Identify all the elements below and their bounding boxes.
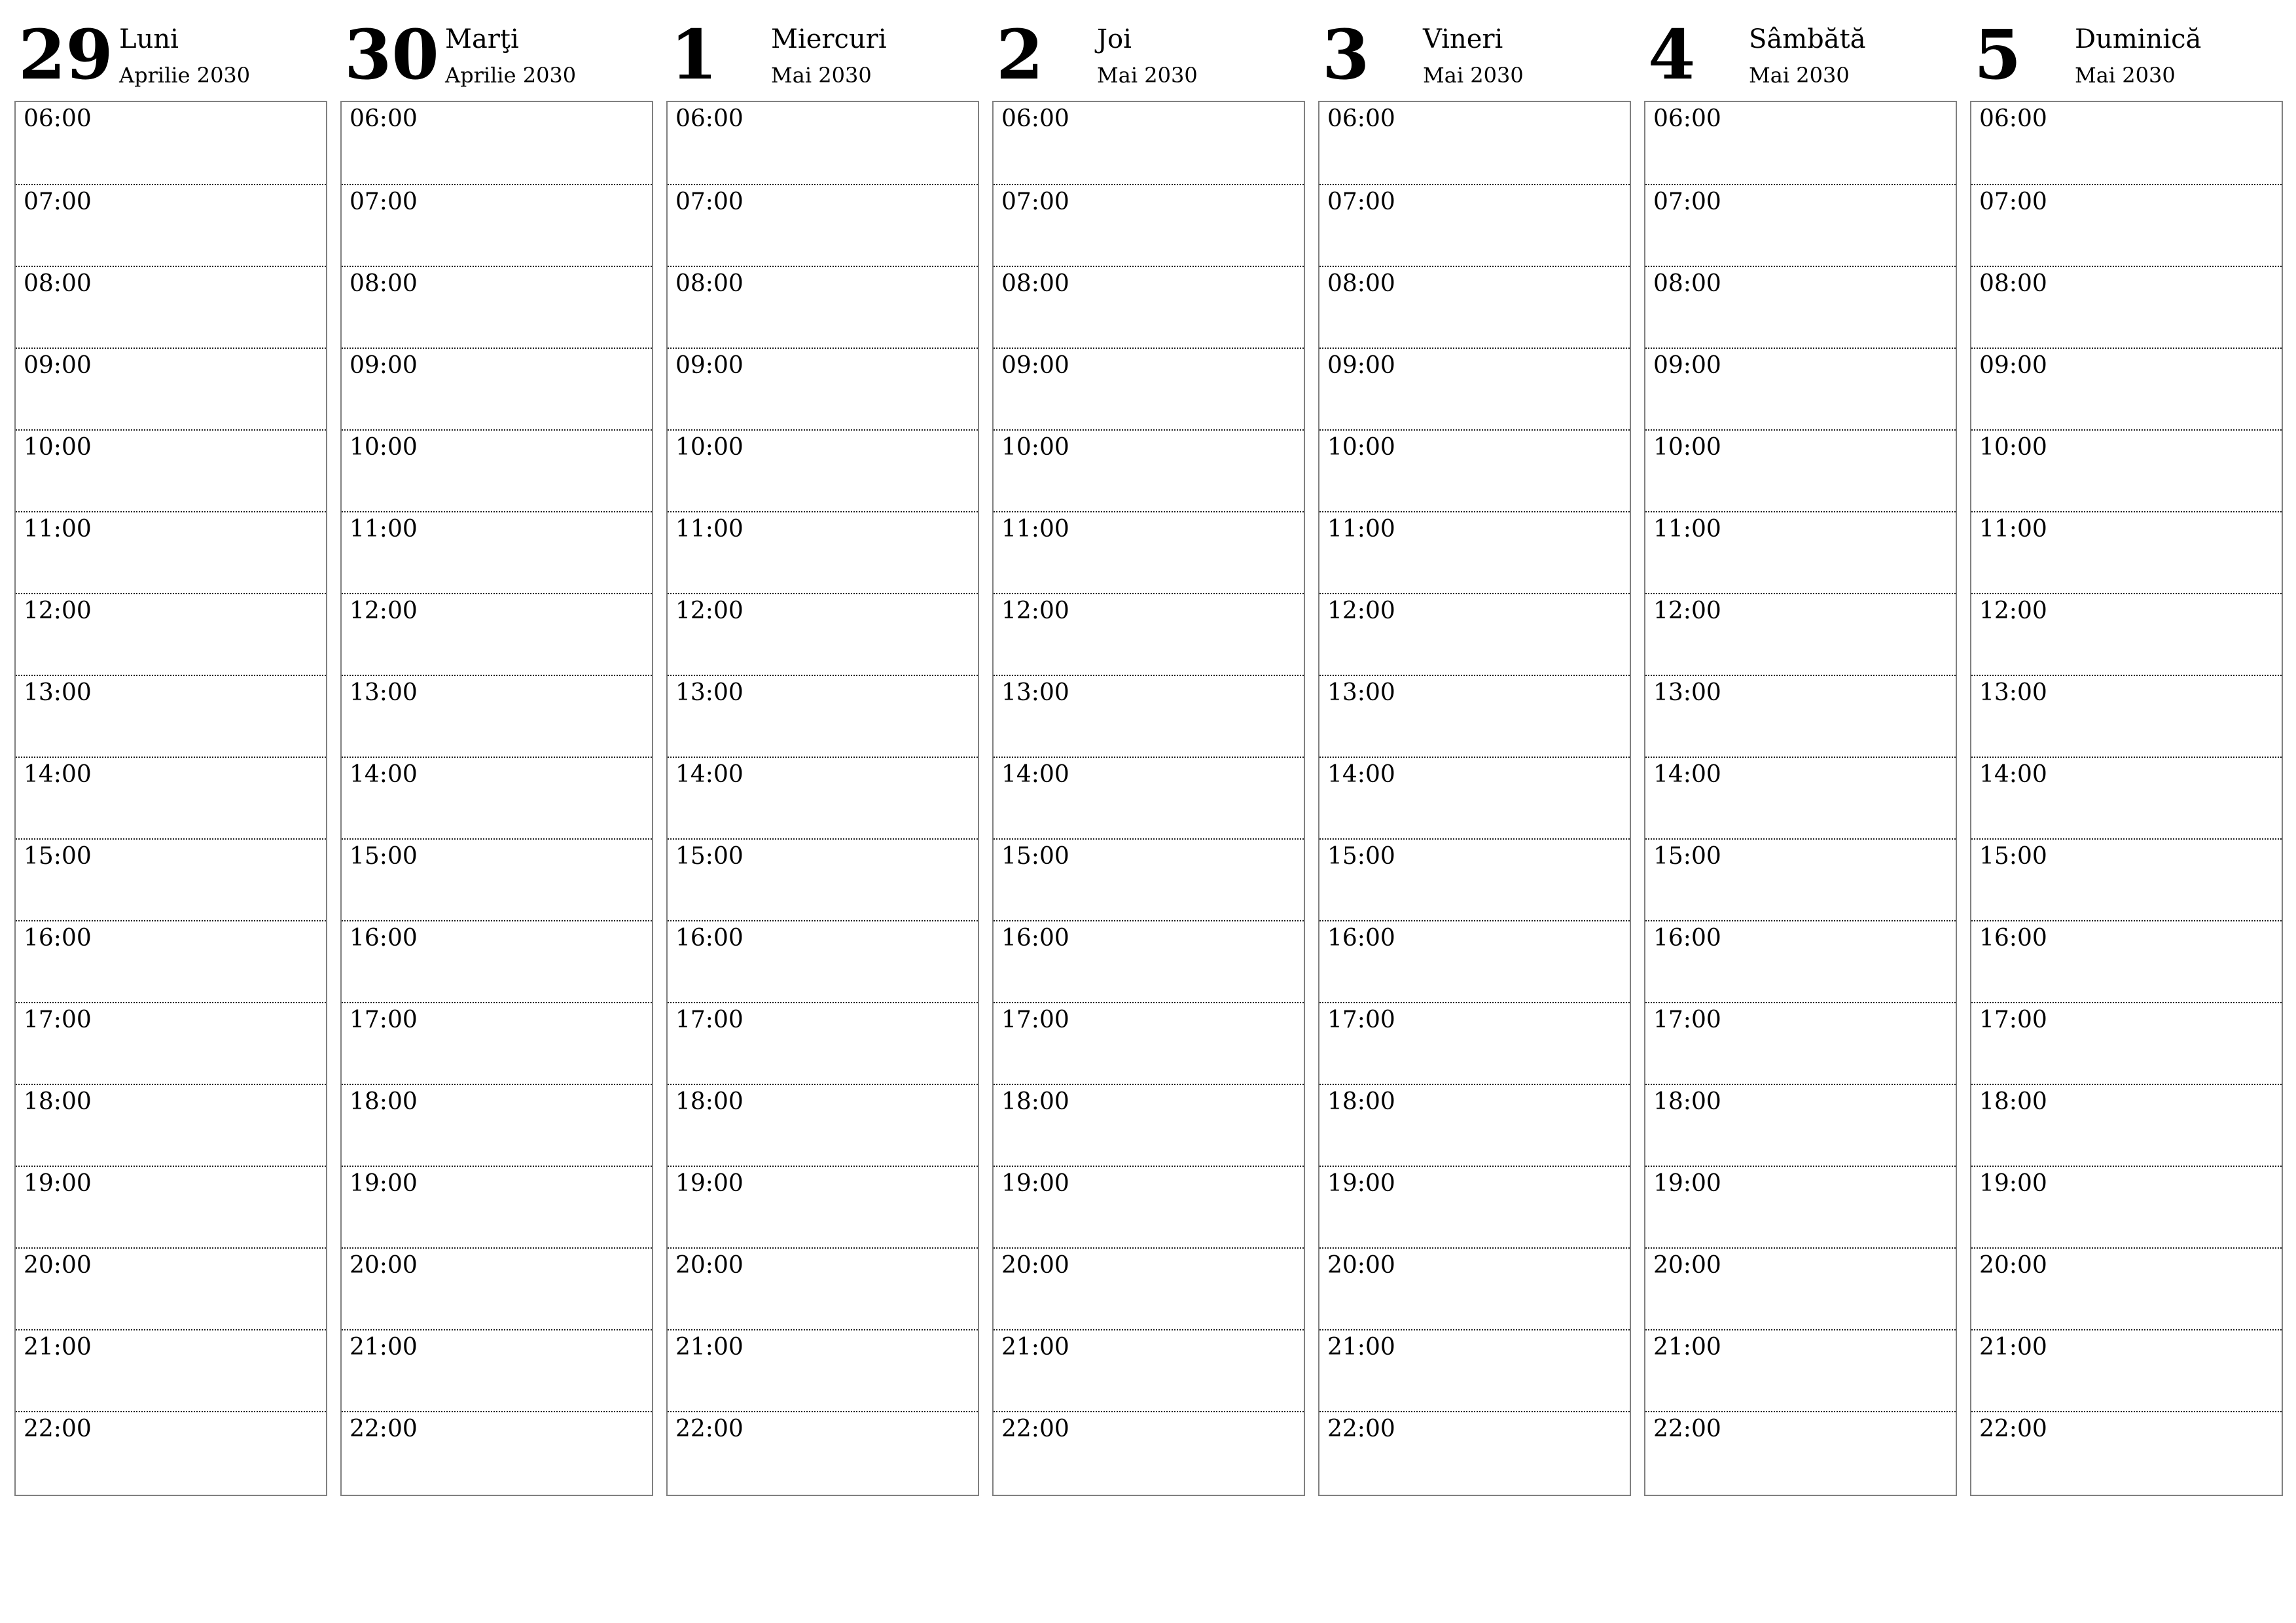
hour-label: 15:00 [1327,843,1395,870]
hour-slot[interactable] [994,1084,1304,1167]
day-month-year: Aprilie 2030 [119,63,251,88]
hour-label: 14:00 [1979,761,2047,788]
day-month-year: Mai 2030 [1423,63,1524,88]
hour-slot[interactable] [1319,1084,1630,1167]
hour-slot[interactable] [16,1084,326,1167]
hour-slot[interactable] [1971,838,2282,921]
hour-slot[interactable] [994,1002,1304,1085]
hour-slot[interactable] [668,1411,978,1494]
hour-slot[interactable] [1971,1084,2282,1167]
hour-label: 10:00 [350,434,418,461]
hour-label: 12:00 [1001,597,1069,624]
hour-slot[interactable] [668,757,978,840]
hour-label: 06:00 [24,105,92,132]
hour-label: 13:00 [1327,679,1395,706]
hour-slot[interactable] [1319,266,1630,349]
day-number: 4 [1648,14,1696,95]
hour-label: 13:00 [350,679,418,706]
hour-slot[interactable] [994,675,1304,758]
hour-slot[interactable] [668,1329,978,1412]
hour-label: 20:00 [1327,1252,1395,1279]
hour-label: 18:00 [1653,1088,1721,1115]
hour-label: 13:00 [1979,679,2047,706]
hour-label: 11:00 [350,516,418,543]
hour-label: 08:00 [675,270,744,297]
hour-slot[interactable] [994,920,1304,1003]
hour-label: 16:00 [350,925,418,952]
hour-slot[interactable] [668,266,978,349]
hour-label: 08:00 [1001,270,1069,297]
hour-slot[interactable] [668,429,978,512]
hour-slot[interactable] [994,1411,1304,1494]
hour-label: 14:00 [675,761,744,788]
hour-slot[interactable] [1645,838,1956,921]
hour-slot[interactable] [994,1329,1304,1412]
hour-label: 10:00 [1979,434,2047,461]
hour-label: 07:00 [350,188,418,215]
hour-label: 11:00 [1327,516,1395,543]
hour-slot[interactable] [1971,184,2282,267]
day-schedule-box [340,101,653,1496]
hour-label: 11:00 [1001,516,1069,543]
hour-label: 20:00 [1001,1252,1069,1279]
hour-label: 16:00 [1327,925,1395,952]
hour-label: 22:00 [675,1416,744,1442]
hour-label: 14:00 [1001,761,1069,788]
hour-label: 17:00 [675,1007,744,1033]
hour-slot[interactable] [16,1329,326,1412]
hour-label: 22:00 [1327,1416,1395,1442]
hour-label: 08:00 [350,270,418,297]
hour-slot[interactable] [16,348,326,431]
hour-label: 07:00 [1001,188,1069,215]
hour-label: 09:00 [1001,352,1069,379]
hour-label: 07:00 [1979,188,2047,215]
weekly-planner [14,0,2288,1623]
hour-label: 07:00 [1327,188,1395,215]
hour-label: 10:00 [24,434,92,461]
hour-slot[interactable] [994,429,1304,512]
hour-label: 08:00 [24,270,92,297]
hour-slot[interactable] [1645,1329,1956,1412]
hour-slot[interactable] [342,511,652,594]
hour-slot[interactable] [1971,511,2282,594]
day-header [666,0,979,98]
hour-slot[interactable] [1319,429,1630,512]
hour-slot[interactable] [1319,184,1630,267]
hour-label: 08:00 [1327,270,1395,297]
day-number: 2 [996,14,1044,95]
hour-label: 16:00 [675,925,744,952]
day-schedule-box [1318,101,1631,1496]
day-month-year: Mai 2030 [1749,63,1850,88]
hour-label: 19:00 [24,1170,92,1197]
hour-slot[interactable] [342,266,652,349]
hour-slot[interactable] [668,1247,978,1330]
hour-slot[interactable] [1319,1411,1630,1494]
hour-slot[interactable] [1319,348,1630,431]
hour-slot[interactable] [668,511,978,594]
hour-label: 22:00 [350,1416,418,1442]
hour-slot[interactable] [994,266,1304,349]
hour-slot[interactable] [1319,675,1630,758]
hour-slot[interactable] [342,1329,652,1412]
day-name: Duminică [2075,24,2202,54]
hour-label: 09:00 [350,352,418,379]
hour-label: 12:00 [350,597,418,624]
hour-slot[interactable] [1971,1247,2282,1330]
hour-slot[interactable] [1319,920,1630,1003]
day-schedule-box [1970,101,2283,1496]
hour-label: 21:00 [1979,1334,2047,1361]
hour-slot[interactable] [994,1166,1304,1249]
hour-slot[interactable] [16,102,326,184]
hour-label: 08:00 [1979,270,2047,297]
hour-label: 19:00 [350,1170,418,1197]
hour-slot[interactable] [342,1084,652,1167]
hour-slot[interactable] [342,1002,652,1085]
day-month-year: Mai 2030 [1097,63,1198,88]
hour-slot[interactable] [1319,1247,1630,1330]
hour-label: 16:00 [1653,925,1721,952]
hour-slot[interactable] [1319,1329,1630,1412]
hour-slot[interactable] [16,184,326,267]
hour-slot[interactable] [668,1084,978,1167]
hour-slot[interactable] [1971,429,2282,512]
hour-label: 06:00 [675,105,744,132]
hour-slot[interactable] [668,184,978,267]
hour-slot[interactable] [16,511,326,594]
day-schedule-box [992,101,1305,1496]
hour-label: 18:00 [1001,1088,1069,1115]
hour-slot[interactable] [16,675,326,758]
hour-slot[interactable] [1645,675,1956,758]
hour-label: 14:00 [350,761,418,788]
hour-label: 22:00 [1001,1416,1069,1442]
hour-slot[interactable] [1971,1002,2282,1085]
hour-label: 13:00 [675,679,744,706]
day-name: Vineri [1423,24,1503,54]
hour-label: 10:00 [675,434,744,461]
day-name: Joi [1097,24,1132,54]
hour-label: 12:00 [1653,597,1721,624]
hour-label: 09:00 [1653,352,1721,379]
hour-slot[interactable] [342,838,652,921]
hour-label: 22:00 [1653,1416,1721,1442]
day-name: Miercuri [771,24,887,54]
day-number: 3 [1322,14,1370,95]
hour-slot[interactable] [16,1411,326,1494]
hour-slot[interactable] [342,757,652,840]
hour-label: 10:00 [1001,434,1069,461]
day-header [992,0,1305,98]
hour-label: 10:00 [1653,434,1721,461]
hour-label: 17:00 [350,1007,418,1033]
hour-label: 06:00 [1001,105,1069,132]
day-name: Sâmbătă [1749,24,1866,54]
hour-label: 16:00 [1001,925,1069,952]
hour-label: 20:00 [675,1252,744,1279]
hour-slot[interactable] [1645,1411,1956,1494]
hour-label: 13:00 [24,679,92,706]
hour-slot[interactable] [668,1002,978,1085]
hour-slot[interactable] [1645,1247,1956,1330]
day-number: 1 [670,14,718,95]
hour-slot[interactable] [1645,1166,1956,1249]
day-name: Marţi [445,24,519,54]
hour-label: 21:00 [24,1334,92,1361]
hour-label: 07:00 [24,188,92,215]
hour-slot[interactable] [1645,184,1956,267]
hour-slot[interactable] [342,429,652,512]
hour-label: 22:00 [1979,1416,2047,1442]
hour-slot[interactable] [16,1166,326,1249]
hour-slot[interactable] [1319,593,1630,676]
hour-label: 14:00 [1327,761,1395,788]
hour-slot[interactable] [1645,1002,1956,1085]
hour-slot[interactable] [1645,920,1956,1003]
hour-label: 09:00 [675,352,744,379]
hour-label: 09:00 [24,352,92,379]
hour-slot[interactable] [668,920,978,1003]
day-number: 29 [18,14,113,95]
hour-label: 12:00 [1979,597,2047,624]
hour-label: 06:00 [1327,105,1395,132]
hour-label: 21:00 [1327,1334,1395,1361]
hour-slot[interactable] [1319,1002,1630,1085]
hour-slot[interactable] [342,1166,652,1249]
day-month-year: Mai 2030 [771,63,872,88]
hour-label: 16:00 [1979,925,2047,952]
hour-slot[interactable] [1319,1166,1630,1249]
hour-label: 18:00 [24,1088,92,1115]
hour-slot[interactable] [994,757,1304,840]
hour-slot[interactable] [1319,757,1630,840]
hour-slot[interactable] [1645,348,1956,431]
hour-label: 21:00 [1001,1334,1069,1361]
hour-slot[interactable] [1971,1166,2282,1249]
hour-label: 18:00 [675,1088,744,1115]
hour-label: 19:00 [675,1170,744,1197]
hour-slot[interactable] [342,102,652,184]
hour-label: 09:00 [1327,352,1395,379]
hour-label: 15:00 [350,843,418,870]
hour-slot[interactable] [994,511,1304,594]
hour-label: 13:00 [1001,679,1069,706]
hour-slot[interactable] [668,102,978,184]
hour-label: 11:00 [1653,516,1721,543]
hour-label: 15:00 [675,843,744,870]
hour-slot[interactable] [1645,1084,1956,1167]
hour-label: 10:00 [1327,434,1395,461]
hour-label: 22:00 [24,1416,92,1442]
hour-label: 15:00 [1001,843,1069,870]
day-number: 30 [344,14,439,95]
hour-label: 17:00 [1653,1007,1721,1033]
hour-slot[interactable] [1971,1329,2282,1412]
day-schedule-box [666,101,979,1496]
hour-label: 11:00 [1979,516,2047,543]
hour-label: 20:00 [1653,1252,1721,1279]
hour-slot[interactable] [16,1247,326,1330]
hour-slot[interactable] [668,838,978,921]
day-month-year: Mai 2030 [2075,63,2176,88]
day-schedule-box [14,101,327,1496]
hour-label: 09:00 [1979,352,2047,379]
hour-slot[interactable] [1319,838,1630,921]
day-header [14,0,327,98]
hour-label: 15:00 [1979,843,2047,870]
hour-slot[interactable] [342,593,652,676]
hour-label: 06:00 [1979,105,2047,132]
day-name: Luni [119,24,179,54]
hour-label: 21:00 [350,1334,418,1361]
hour-label: 16:00 [24,925,92,952]
hour-slot[interactable] [994,838,1304,921]
hour-label: 19:00 [1001,1170,1069,1197]
hour-slot[interactable] [1645,511,1956,594]
hour-slot[interactable] [668,675,978,758]
hour-slot[interactable] [1645,593,1956,676]
hour-slot[interactable] [342,675,652,758]
hour-label: 12:00 [1327,597,1395,624]
hour-label: 18:00 [350,1088,418,1115]
hour-label: 18:00 [1327,1088,1395,1115]
hour-slot[interactable] [1971,920,2282,1003]
hour-label: 19:00 [1979,1170,2047,1197]
hour-slot[interactable] [16,429,326,512]
hour-label: 21:00 [1653,1334,1721,1361]
hour-slot[interactable] [1645,266,1956,349]
hour-slot[interactable] [994,184,1304,267]
day-header [1970,0,2283,98]
hour-label: 20:00 [350,1252,418,1279]
day-header [1318,0,1631,98]
hour-slot[interactable] [994,348,1304,431]
hour-slot[interactable] [342,348,652,431]
hour-label: 12:00 [24,597,92,624]
hour-slot[interactable] [1319,102,1630,184]
hour-label: 15:00 [24,843,92,870]
hour-label: 13:00 [1653,679,1721,706]
hour-slot[interactable] [342,1247,652,1330]
day-header [1644,0,1957,98]
hour-slot[interactable] [668,593,978,676]
hour-slot[interactable] [1971,757,2282,840]
hour-slot[interactable] [342,1411,652,1494]
hour-slot[interactable] [668,1166,978,1249]
hour-slot[interactable] [16,757,326,840]
hour-slot[interactable] [342,920,652,1003]
hour-slot[interactable] [1645,757,1956,840]
hour-label: 19:00 [1653,1170,1721,1197]
hour-label: 17:00 [1979,1007,2047,1033]
day-month-year: Aprilie 2030 [445,63,577,88]
hour-slot[interactable] [1645,102,1956,184]
hour-label: 07:00 [675,188,744,215]
hour-label: 17:00 [1327,1007,1395,1033]
hour-label: 06:00 [1653,105,1721,132]
hour-label: 20:00 [1979,1252,2047,1279]
hour-slot[interactable] [994,593,1304,676]
hour-slot[interactable] [994,1247,1304,1330]
hour-label: 14:00 [1653,761,1721,788]
hour-slot[interactable] [668,348,978,431]
hour-slot[interactable] [342,184,652,267]
day-header [340,0,653,98]
hour-label: 17:00 [24,1007,92,1033]
day-number: 5 [1974,14,2022,95]
hour-slot[interactable] [1319,511,1630,594]
hour-label: 21:00 [675,1334,744,1361]
hour-slot[interactable] [1971,675,2282,758]
hour-label: 11:00 [24,516,92,543]
hour-slot[interactable] [1971,1411,2282,1494]
hour-slot[interactable] [1645,429,1956,512]
hour-slot[interactable] [1971,266,2282,349]
hour-label: 11:00 [675,516,744,543]
hour-slot[interactable] [1971,348,2282,431]
hour-slot[interactable] [16,838,326,921]
hour-label: 15:00 [1653,843,1721,870]
hour-label: 18:00 [1979,1088,2047,1115]
hour-slot[interactable] [16,920,326,1003]
hour-slot[interactable] [16,266,326,349]
day-schedule-box [1644,101,1957,1496]
hour-label: 12:00 [675,597,744,624]
hour-slot[interactable] [1971,593,2282,676]
hour-label: 14:00 [24,761,92,788]
hour-label: 06:00 [350,105,418,132]
hour-label: 19:00 [1327,1170,1395,1197]
hour-slot[interactable] [16,1002,326,1085]
hour-label: 17:00 [1001,1007,1069,1033]
hour-label: 20:00 [24,1252,92,1279]
hour-slot[interactable] [1971,102,2282,184]
hour-slot[interactable] [994,102,1304,184]
hour-label: 08:00 [1653,270,1721,297]
hour-slot[interactable] [16,593,326,676]
hour-label: 07:00 [1653,188,1721,215]
